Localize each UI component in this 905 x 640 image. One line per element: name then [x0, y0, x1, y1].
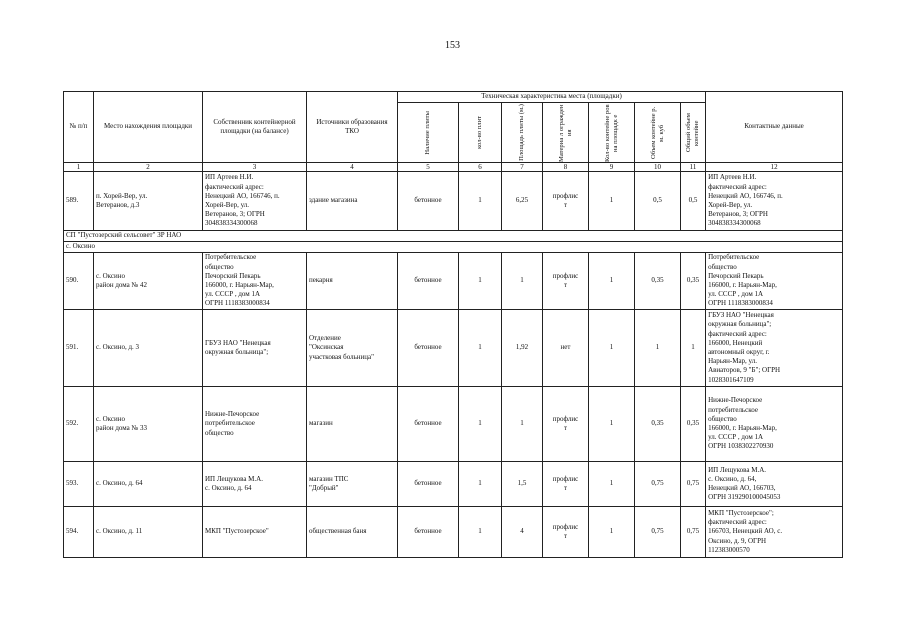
- row-location: с. Оксино, д. 3: [94, 310, 203, 387]
- column-number: 6: [459, 163, 502, 172]
- row-volume: 0,75: [635, 462, 681, 507]
- table-row-589: [64, 172, 843, 231]
- row-num: 594.: [64, 507, 94, 558]
- header-row-1: [64, 92, 843, 103]
- row-containers: 1: [589, 507, 635, 558]
- row-contacts: МКП "Пустозерское"; фактический адрес: 166703, Ненецкий АО, с. Оксино, д. 9, ОГРН 112383000570: [706, 507, 843, 558]
- container-sites-table: [63, 91, 843, 558]
- header-containers: Кол-во контейне ров на площадк е: [603, 103, 619, 162]
- row-location: с. Оксино район дома № 42: [94, 253, 203, 310]
- page-number: 153: [445, 40, 460, 51]
- row-contacts: Нижне-Печорское потребительское общество 166000, г. Нарьян-Мар, ул. СССР , дом 1А ОГРН 1038302270930: [706, 387, 843, 462]
- row-location: с. Оксино район дома № 33: [94, 387, 203, 462]
- row-num: 592.: [64, 387, 94, 462]
- header-total-volume: Общий объем контейне: [685, 113, 701, 152]
- row-slab-count: 1: [459, 462, 502, 507]
- header-fence: Материа л огражден ия: [557, 103, 573, 162]
- row-owner: ИП Лещукова М.А. с. Оксино, д. 64: [203, 462, 307, 507]
- row-total-volume: 0,75: [681, 507, 706, 558]
- row-fence: профлис т: [543, 172, 589, 231]
- row-fence: нет: [543, 310, 589, 387]
- row-owner: Потребительское общество Печорский Пекарь 166000, г. Нарьян-Мар, ул. СССР , дом 1А ОГРН 1118383000834: [203, 253, 307, 310]
- row-slab: бетонное: [398, 172, 459, 231]
- row-owner: ГБУЗ НАО "Ненецкая окружная больница";: [203, 310, 307, 387]
- row-num: 589.: [64, 172, 94, 231]
- header-area: Площадь плиты (м.): [518, 104, 525, 161]
- column-number: 11: [681, 163, 706, 172]
- column-number: 5: [398, 163, 459, 172]
- row-total-volume: 0,5: [681, 172, 706, 231]
- header-slab: Наличие плиты: [424, 110, 431, 155]
- row-total-volume: 0,35: [681, 387, 706, 462]
- row-num: 591.: [64, 310, 94, 387]
- column-number: 9: [589, 163, 635, 172]
- table-row-591: [64, 310, 843, 387]
- header-num: № п/п: [64, 92, 94, 163]
- row-slab: бетонное: [398, 387, 459, 462]
- row-owner: Нижне-Печорское потребительское общество: [203, 387, 307, 462]
- row-slab: бетонное: [398, 507, 459, 558]
- row-contacts: Потребительское общество Печорский Пекарь 166000, г. Нарьян-Мар, ул. СССР , дом 1А ОГРН 1118383000834: [706, 253, 843, 310]
- row-contacts: ГБУЗ НАО "Ненецкая окружная больница"; фактический адрес: 166000, Ненецкий автономный округ, г. Нарьян-Мар, ул. Авиаторов, 9 "Б"; ОГРН 1028301647109: [706, 310, 843, 387]
- row-fence: профлис т: [543, 462, 589, 507]
- row-contacts: ИП Артеев Н.И. фактический адрес: Ненецкий АО, 166746, п. Хорей-Вер, ул. Ветеранов, 3; ОГРН 304838334300068: [706, 172, 843, 231]
- header-location: Место нахождения площадки: [94, 92, 203, 163]
- subsection-title: с. Оксино: [64, 242, 843, 253]
- row-slab-count: 1: [459, 253, 502, 310]
- row-num: 593.: [64, 462, 94, 507]
- row-fence: профлис т: [543, 253, 589, 310]
- row-slab: бетонное: [398, 253, 459, 310]
- row-location: с. Оксино, д. 11: [94, 507, 203, 558]
- row-location: п. Хорей-Вер, ул. Ветеранов, д.3: [94, 172, 203, 231]
- row-num: 590.: [64, 253, 94, 310]
- row-volume: 0,35: [635, 387, 681, 462]
- row-volume: 0,5: [635, 172, 681, 231]
- column-number: 8: [543, 163, 589, 172]
- header-slab-count: кол-во плит: [476, 116, 483, 149]
- row-sources: пекарня: [307, 253, 398, 310]
- row-area: 1: [502, 387, 543, 462]
- column-number: 10: [635, 163, 681, 172]
- section-title: СП "Пустозерский сельсовет" ЗР НАО: [64, 231, 843, 242]
- row-total-volume: 0,75: [681, 462, 706, 507]
- column-number: 1: [64, 163, 94, 172]
- row-containers: 1: [589, 462, 635, 507]
- row-area: 6,25: [502, 172, 543, 231]
- header-owner: Собственник контейнерной площадки (на балансе): [203, 92, 307, 163]
- column-number: 3: [203, 163, 307, 172]
- row-fence: профлис т: [543, 387, 589, 462]
- column-number: 2: [94, 163, 203, 172]
- row-containers: 1: [589, 172, 635, 231]
- row-total-volume: 1: [681, 310, 706, 387]
- row-slab-count: 1: [459, 172, 502, 231]
- header-sources: Источники образования ТКО: [307, 92, 398, 163]
- header-contacts: Контактные данные: [706, 92, 843, 163]
- row-volume: 0,75: [635, 507, 681, 558]
- section-row: [64, 231, 843, 242]
- row-slab: бетонное: [398, 462, 459, 507]
- row-slab: бетонное: [398, 310, 459, 387]
- column-number-row: [64, 163, 843, 172]
- row-sources: здание магазина: [307, 172, 398, 231]
- row-area: 4: [502, 507, 543, 558]
- row-sources: общественная баня: [307, 507, 398, 558]
- table-row-590: [64, 253, 843, 310]
- row-volume: 0,35: [635, 253, 681, 310]
- column-number: 12: [706, 163, 843, 172]
- column-number: 4: [307, 163, 398, 172]
- row-owner: ИП Артеев Н.И. фактический адрес: Ненецкий АО, 166746, п. Хорей-Вер, ул. Ветеранов, 3; ОГРН 304838334300068: [203, 172, 307, 231]
- header-volume: Объем контейне р. м. куб: [649, 106, 665, 159]
- header-tech: Техническая характеристика места (площадки): [398, 92, 706, 103]
- row-fence: профлис т: [543, 507, 589, 558]
- row-volume: 1: [635, 310, 681, 387]
- table-row-594: [64, 507, 843, 558]
- row-area: 1,5: [502, 462, 543, 507]
- row-containers: 1: [589, 387, 635, 462]
- row-containers: 1: [589, 253, 635, 310]
- row-contacts: ИП Лещукова М.А. с. Оксино, д. 64, Ненецкий АО, 166703, ОГРН 319290100045053: [706, 462, 843, 507]
- row-sources: Отделение "Оксинская участковая больница": [307, 310, 398, 387]
- row-slab-count: 1: [459, 310, 502, 387]
- row-slab-count: 1: [459, 387, 502, 462]
- column-number: 7: [502, 163, 543, 172]
- row-sources: магазин ТПС "Добрый": [307, 462, 398, 507]
- row-area: 1: [502, 253, 543, 310]
- row-area: 1,92: [502, 310, 543, 387]
- row-slab-count: 1: [459, 507, 502, 558]
- row-total-volume: 0,35: [681, 253, 706, 310]
- row-owner: МКП "Пустозерское": [203, 507, 307, 558]
- row-location: с. Оксино, д. 64: [94, 462, 203, 507]
- table-row-593: [64, 462, 843, 507]
- table-row-592: [64, 387, 843, 462]
- row-containers: 1: [589, 310, 635, 387]
- subsection-row: [64, 242, 843, 253]
- row-sources: магазин: [307, 387, 398, 462]
